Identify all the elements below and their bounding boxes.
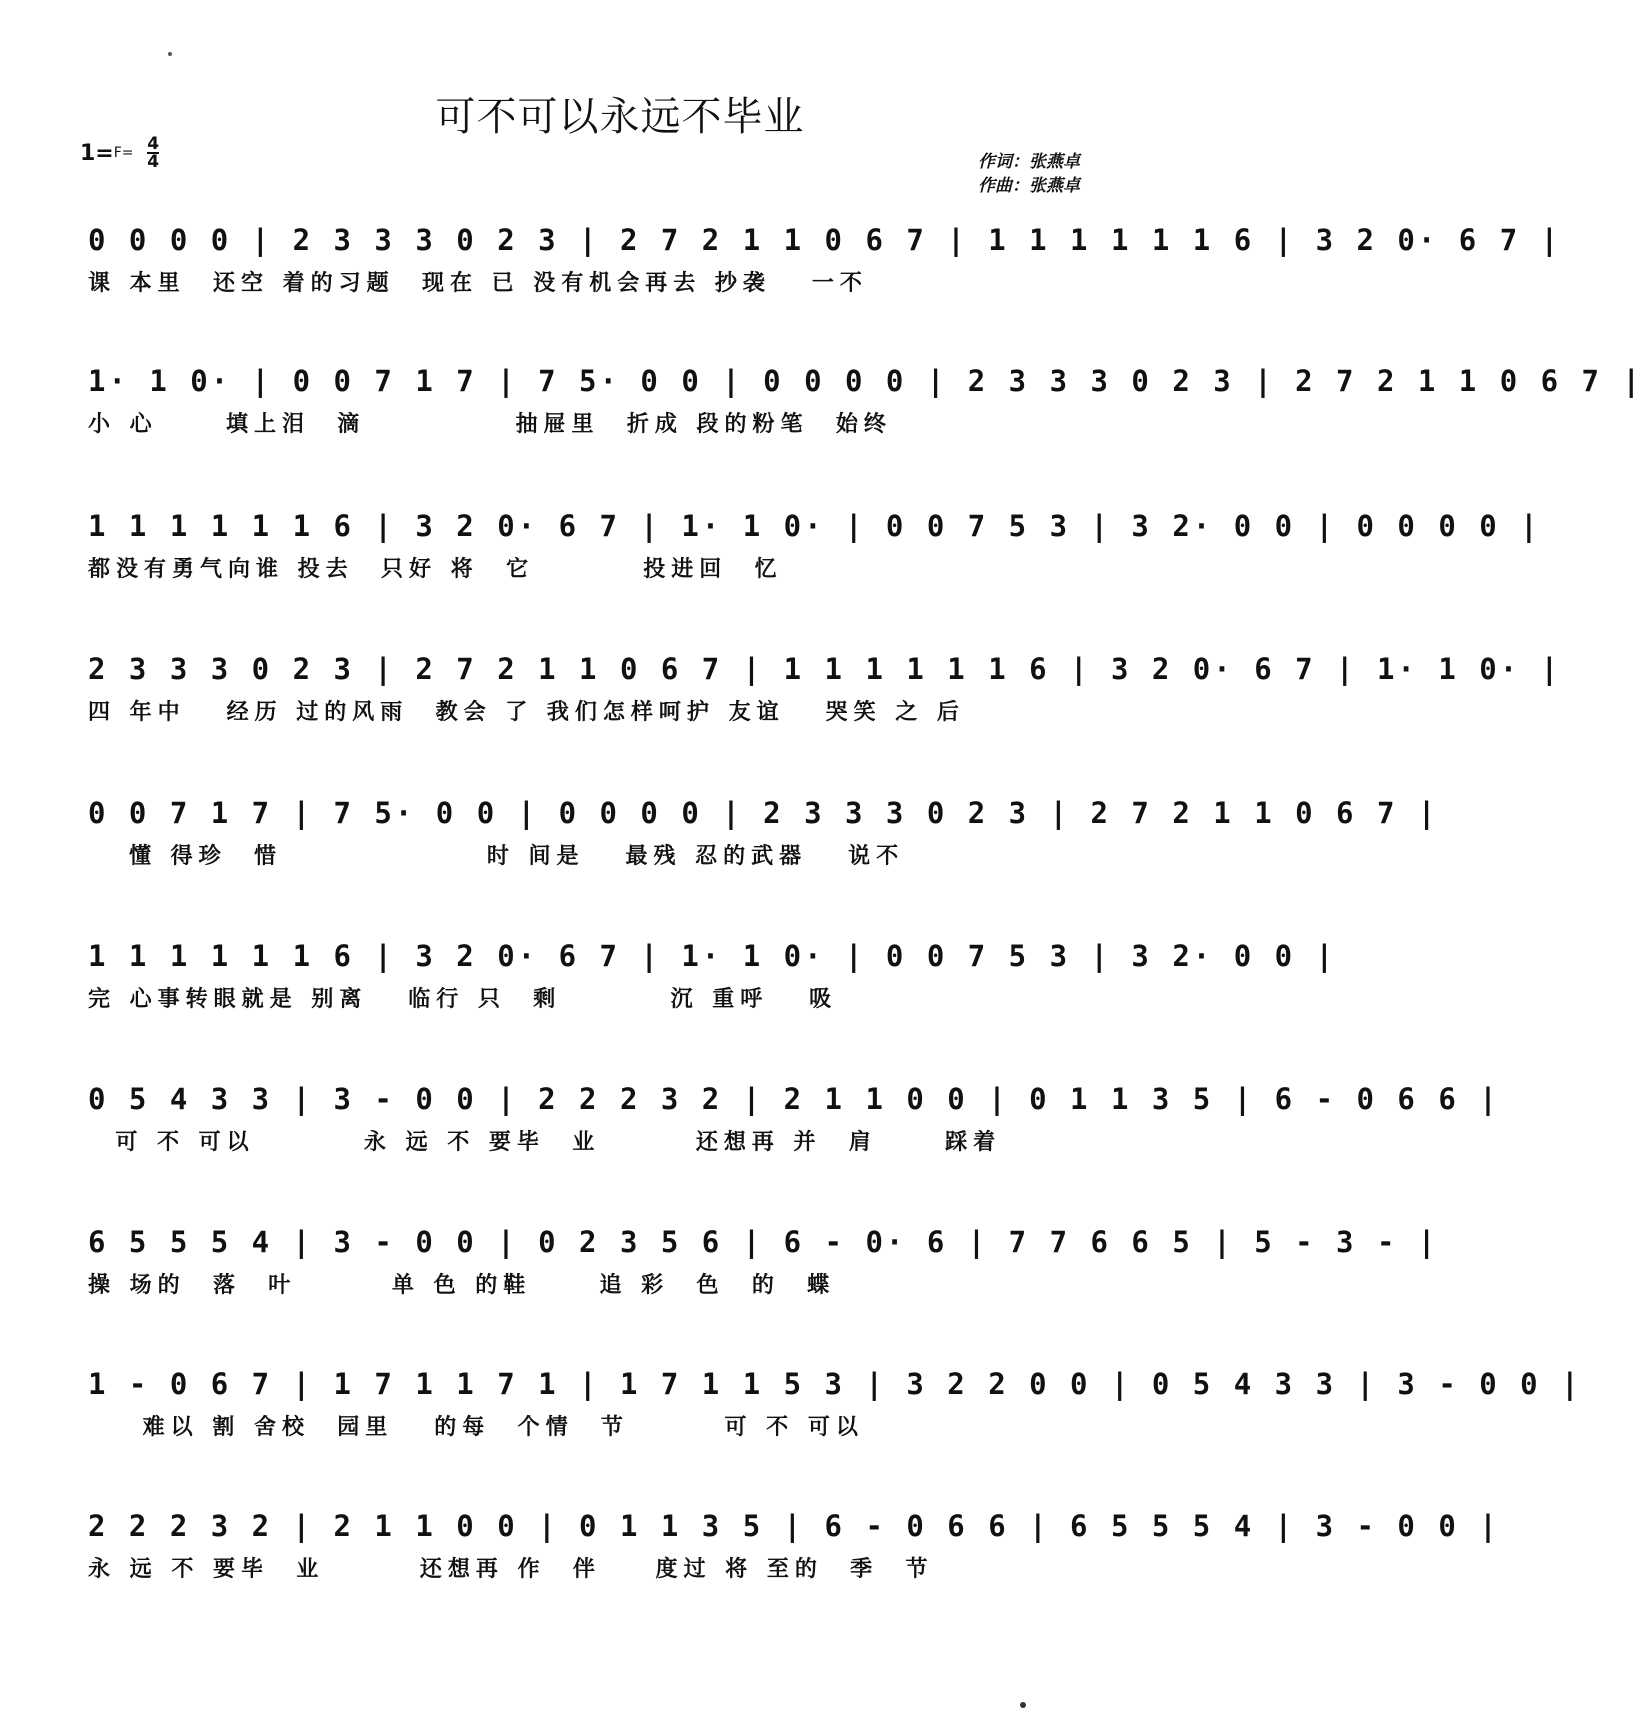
score-line xyxy=(0,500,1541,600)
score-line xyxy=(0,930,1337,1030)
notation-row: 0 5 4 3 3 | 3 - 0 0 | 2 2 2 3 2 | 2 1 1 0 0 | 0 1 1 3 5 | 6 - 0 6 6 | xyxy=(88,1082,1500,1116)
meter-top: 4 xyxy=(147,134,160,154)
paper-speck xyxy=(1020,1702,1026,1708)
score-line xyxy=(0,643,1562,743)
lyrics-row: 都没有勇气向谁 投去 只好 将 它 投进回 忆 xyxy=(88,557,783,582)
key-prefix: 1= xyxy=(80,140,114,166)
notation-row: 0 0 7 1 7 | 7 5· 0 0 | 0 0 0 0 | 2 3 3 3 0 2 3 | 2 7 2 1 1 0 6 7 | xyxy=(88,796,1439,830)
paper-speck xyxy=(168,52,172,56)
score-line xyxy=(0,1216,1439,1316)
key-tonic: F= xyxy=(113,145,134,161)
lyrics-row: 操 场的 落 叶 单 色 的鞋 追 彩 色 的 蝶 xyxy=(88,1273,836,1298)
lyrics-row: 难以 割 舍校 园里 的每 个情 节 可 不 可以 xyxy=(88,1415,864,1440)
score-line xyxy=(0,355,1643,455)
score-line xyxy=(0,1500,1500,1600)
score-line xyxy=(0,1073,1500,1173)
score-line xyxy=(0,214,1562,314)
lyrics-row: 可 不 可以 永 远 不 要毕 业 还想再 并 肩 踩着 xyxy=(88,1130,1002,1155)
composer-credit: 作曲：张燕卓 xyxy=(978,176,1080,196)
notation-row: 1 - 0 6 7 | 1 7 1 1 7 1 | 1 7 1 1 5 3 | 3 2 2 0 0 | 0 5 4 3 3 | 3 - 0 0 | xyxy=(88,1367,1582,1401)
notation-row: 0 0 0 0 | 2 3 3 3 0 2 3 | 2 7 2 1 1 0 6 7 | 1 1 1 1 1 1 6 | 3 2 0· 6 7 | xyxy=(88,223,1562,257)
time-signature xyxy=(147,136,159,170)
lyricist-credit: 作词：张燕卓 xyxy=(978,152,1080,172)
notation-row: 6 5 5 5 4 | 3 - 0 0 | 0 2 3 5 6 | 6 - 0· 6 | 7 7 6 6 5 | 5 - 3 - | xyxy=(88,1225,1439,1259)
notation-row: 2 2 2 3 2 | 2 1 1 0 0 | 0 1 1 3 5 | 6 - 0 6 6 | 6 5 5 5 4 | 3 - 0 0 | xyxy=(88,1509,1500,1543)
lyrics-row: 小 心 填上泪 滴 抽屉里 折成 段的粉笔 始终 xyxy=(88,412,892,437)
score-line xyxy=(0,1358,1582,1458)
score-line xyxy=(0,787,1439,887)
lyrics-row: 四 年中 经历 过的风雨 教会 了 我们怎样呵护 友谊 哭笑 之 后 xyxy=(88,700,965,725)
notation-row: 1· 1 0· | 0 0 7 1 7 | 7 5· 0 0 | 0 0 0 0 | 2 3 3 3 0 2 3 | 2 7 2 1 1 0 6 7 | xyxy=(88,364,1643,398)
lyrics-row: 完 心事转眼就是 别离 临行 只 剩 沉 重呼 吸 xyxy=(88,987,838,1012)
lyrics-row: 课 本里 还空 着的习题 现在 已 没有机会再去 抄袭 一不 xyxy=(88,271,868,296)
notation-row: 1 1 1 1 1 1 6 | 3 2 0· 6 7 | 1· 1 0· | 0 0 7 5 3 | 3 2· 0 0 | xyxy=(88,939,1337,973)
notation-row: 1 1 1 1 1 1 6 | 3 2 0· 6 7 | 1· 1 0· | 0 0 7 5 3 | 3 2· 0 0 | 0 0 0 0 | xyxy=(88,509,1541,543)
meter-bottom: 4 xyxy=(147,152,160,172)
song-title: 可不可以永远不毕业 xyxy=(435,93,805,140)
credits xyxy=(978,150,1080,198)
notation-row: 2 3 3 3 0 2 3 | 2 7 2 1 1 0 6 7 | 1 1 1 1 1 1 6 | 3 2 0· 6 7 | 1· 1 0· | xyxy=(88,652,1562,686)
lyrics-row: 永 远 不 要毕 业 还想再 作 伴 度过 将 至的 季 节 xyxy=(88,1557,934,1582)
lyrics-row: 懂 得珍 惜 时 间是 最残 忍的武器 说不 xyxy=(88,844,905,869)
key-signature xyxy=(80,136,159,170)
